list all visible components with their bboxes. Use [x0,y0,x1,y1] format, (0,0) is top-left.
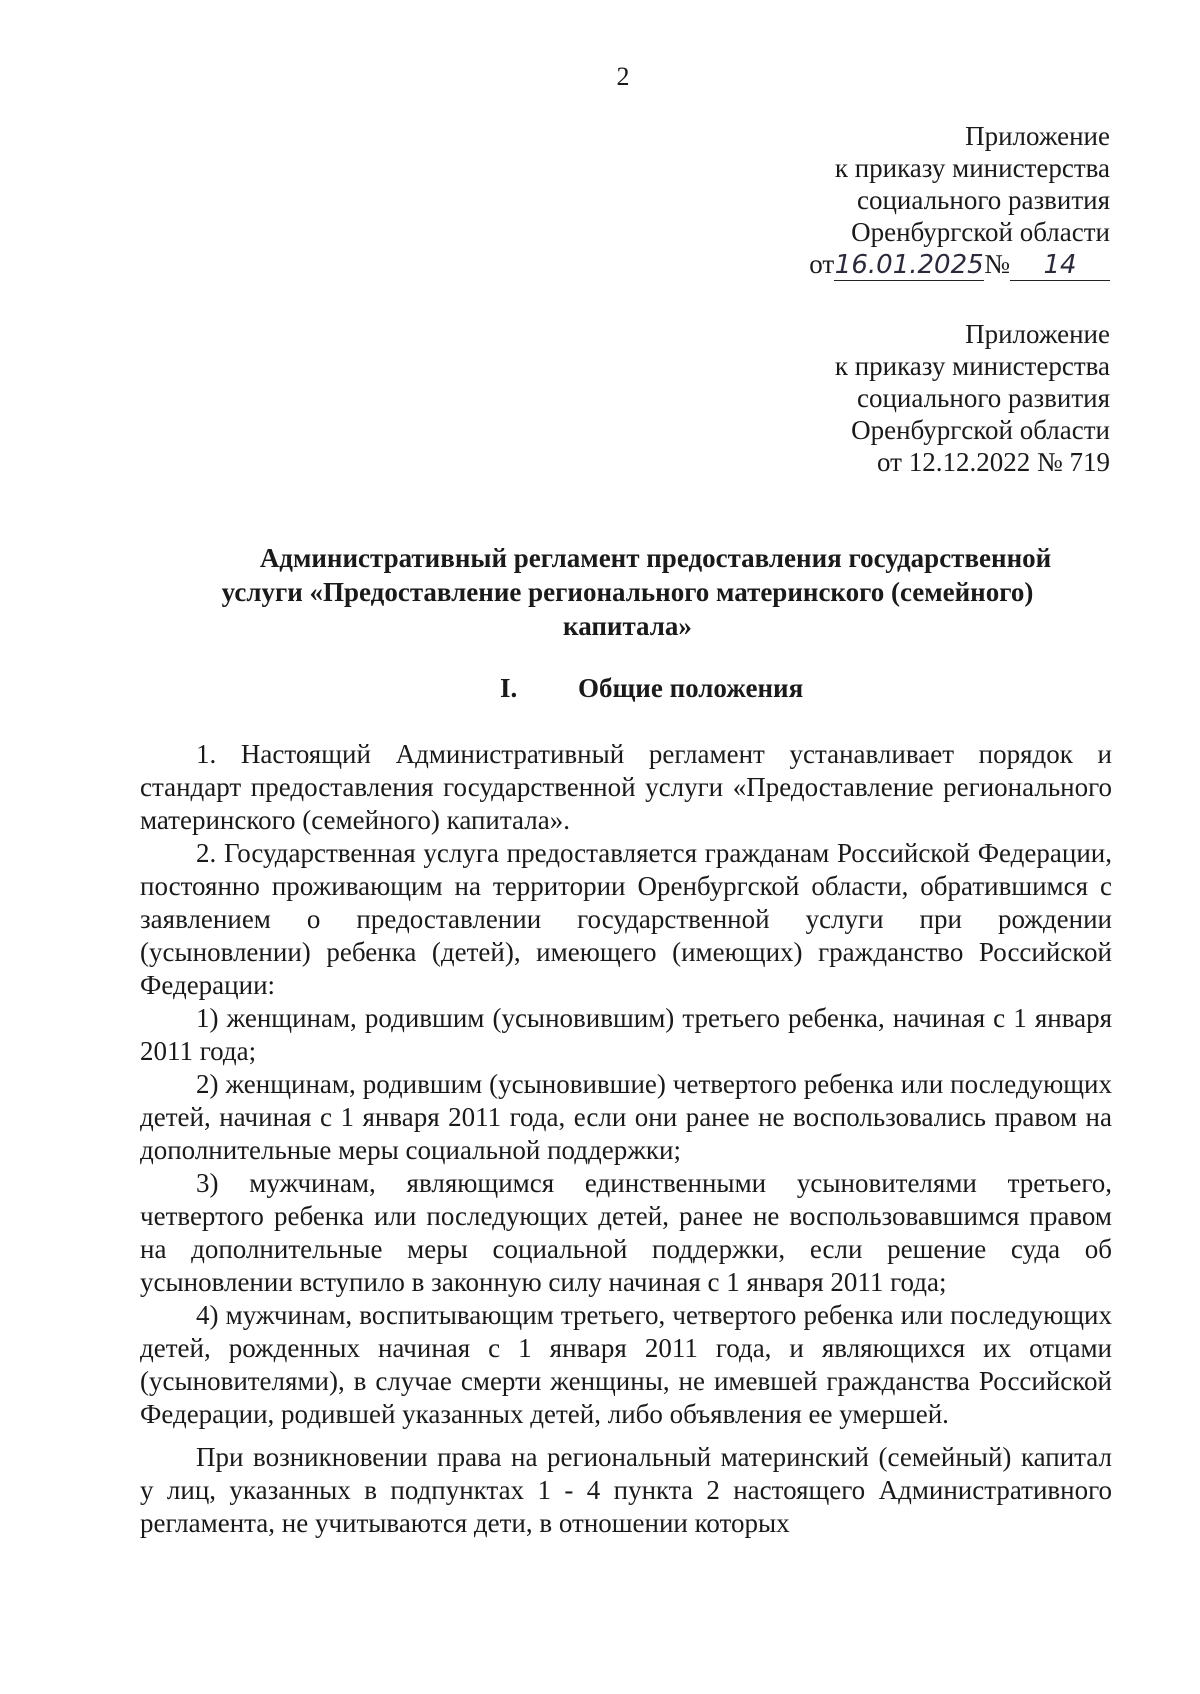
title-line: капитала» [563,611,692,641]
section-number: I. [500,673,518,703]
paragraph: 1. Настоящий Административный регламент устанавливает порядок и стандарт предоставления государственной услуги «Предоставление регионального материнского (семейного) капитала». [140,739,1112,835]
appendix-line: Оренбургской области [851,217,1110,247]
appendix-block-previous [610,318,1110,478]
appendix-line: Приложение [965,121,1110,151]
handwritten-number: 14 [1010,250,1110,281]
title-line: услуги «Предоставление регионального материнского (семейного) [221,577,1034,607]
appendix-line: Приложение [965,319,1110,349]
paragraph: 1) женщинам, родившим (усыновившим) третьего ребенка, начиная с 1 января 2011 года; [140,1003,1112,1066]
appendix-line: Оренбургской области [851,415,1110,445]
appendix-line: от 12.12.2022 № 719 [877,447,1110,477]
document-body [140,738,1112,1540]
number-sign: № [984,249,1010,279]
section-heading [500,673,803,704]
date-prefix: от [809,249,835,279]
page-number: 2 [616,62,630,91]
appendix-line: социального развития [856,383,1110,413]
paragraph: 4) мужчинам, воспитывающим третьего, четвертого ребенка или последующих детей, рожденных начиная с 1 января 2011 года, и являющихся их отцами (усыновителями), в случае смерти женщины, не имевшей гражданства Российской Федерации, родившей указанных детей, либо объявления ее умершей. [140,1300,1112,1429]
appendix-block-current [610,120,1110,281]
paragraph: 3) мужчинам, являющимся единственными усыновителями третьего, четвертого ребенка или последующих детей, ранее не воспользовавшимся правом на дополнительные меры социальной поддержки, если решение суда об усыновлении вступило в законную силу начиная с 1 января 2011 года; [140,1168,1112,1297]
appendix-line: к приказу министерства [834,351,1110,381]
appendix-line: к приказу министерства [834,153,1110,183]
appendix-line: социального развития [856,185,1110,215]
paragraph: 2. Государственная услуга предоставляется гражданам Российской Федерации, постоянно проживающим на территории Оренбургской области, обратившимся с заявлением о предоставлении государственной услуги при рождении (усыновлении) ребенка (детей), имеющего (имеющих) гражданство Российской Федерации: [140,838,1112,1000]
handwritten-date: 16.01.2025 [834,250,984,280]
document-title [140,541,1115,643]
appendix-date-line [610,248,1110,281]
paragraph: 2) женщинам, родившим (усыновившие) четвертого ребенка или последующих детей, начиная с 1 января 2011 года, если они ранее не воспользовались правом на дополнительные меры социальной поддержки; [140,1069,1112,1165]
title-line: Административный регламент предоставления государственной [259,543,1052,573]
section-title: Общие положения [578,673,804,703]
paragraph: При возникновении права на региональный материнский (семейный) капитал у лиц, указанных в подпунктах 1 - 4 пункта 2 настоящего Административного регламента, не учитываются дети, в отношении которых [140,1442,1112,1538]
